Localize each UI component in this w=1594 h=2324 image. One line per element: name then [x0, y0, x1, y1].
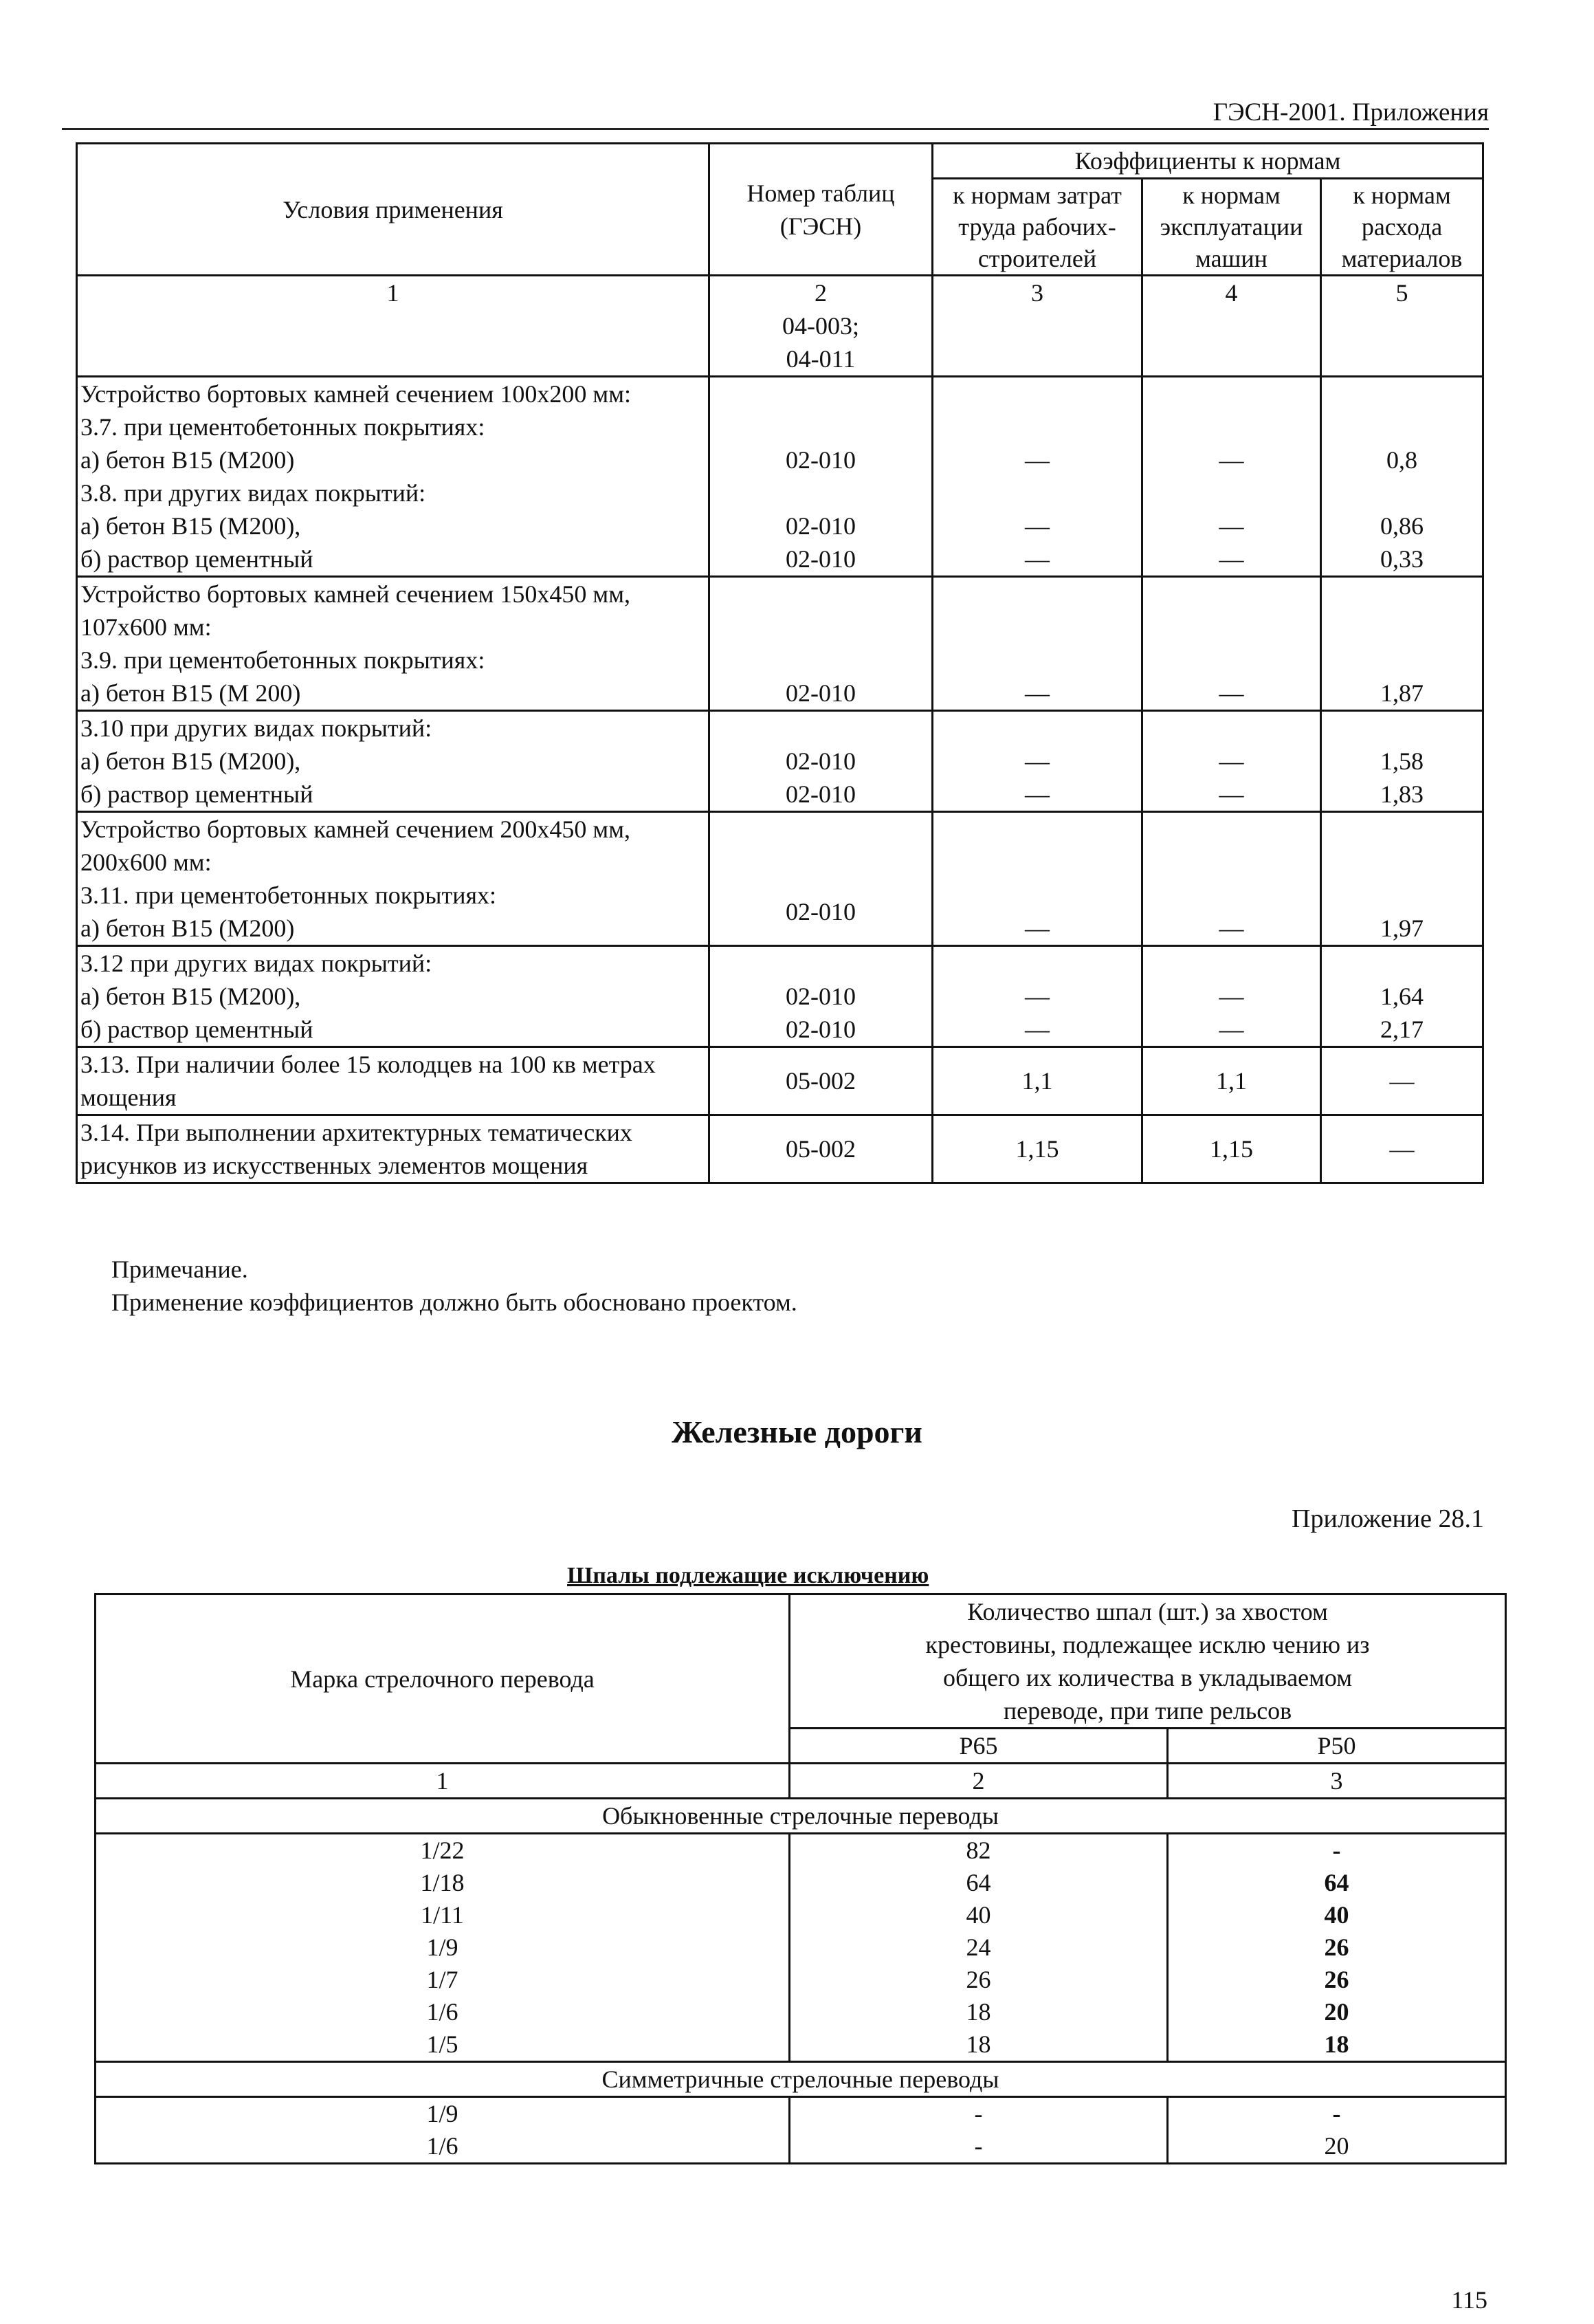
- header-materials: к нормам расхода материалов: [1321, 179, 1483, 276]
- condition-line: 3.8. при других видах покрытий:: [80, 479, 426, 507]
- value: —: [1219, 545, 1244, 573]
- group-title-row: [96, 1799, 1506, 1834]
- table-row-group-100x200: [77, 377, 1483, 577]
- labor-cell: [933, 377, 1142, 577]
- sleepers-table: [94, 1593, 1507, 2164]
- table-row-group-200x450: [77, 812, 1483, 946]
- conditions-cell: 3.13. При наличии более 15 колодцев на 100 кв метрах мощения: [77, 1047, 709, 1115]
- p50-cell: 18: [1168, 2028, 1506, 2062]
- coefficients-table: [76, 142, 1484, 1184]
- table-ref: 02-010: [786, 747, 856, 775]
- p50-cell: 26: [1168, 1964, 1506, 1996]
- header-quantity: Количество шпал (шт.) за хвостом крестовины, подлежащее исклю чению из общего их количества в укладываемом переводе, при типе рельсов: [790, 1594, 1506, 1729]
- materials-cell: [1321, 711, 1483, 812]
- column-numbers-row: [96, 1764, 1506, 1799]
- group-title: Устройство бортовых камней сечением 100х200 мм:: [80, 380, 631, 408]
- p50-cell: -: [1168, 1834, 1506, 1867]
- table-number-cell: 05-002: [709, 1115, 933, 1183]
- group-title-row: [96, 2062, 1506, 2097]
- condition-line: 3.7. при цементобетонных покрытиях:: [80, 413, 485, 441]
- column-number: 1: [77, 276, 709, 377]
- value: —: [1025, 512, 1050, 540]
- materials-cell: [1321, 946, 1483, 1047]
- table-number-cell: [709, 946, 933, 1047]
- condition-line: а) бетон В15 (М200),: [80, 512, 301, 540]
- table-row-group-150x450: [77, 577, 1483, 711]
- table-row-3-12: [77, 946, 1483, 1047]
- value: —: [1025, 446, 1050, 474]
- value: 1,83: [1380, 780, 1424, 808]
- condition-line: а) бетон В15 (М 200): [80, 679, 301, 707]
- conditions-cell: [77, 711, 709, 812]
- materials-cell: —: [1321, 1115, 1483, 1183]
- header-labor: к нормам затрат труда рабочих-строителей: [933, 179, 1142, 276]
- value: —: [1025, 780, 1050, 808]
- table-row: [96, 1931, 1506, 1964]
- conditions-cell: [77, 946, 709, 1047]
- note-text: Применение коэффициентов должно быть обосновано проектом.: [111, 1289, 797, 1316]
- machines-cell: 1,1: [1142, 1047, 1321, 1115]
- table-row-3-10: [77, 711, 1483, 812]
- group-title: Симметричные стрелочные переводы: [96, 2062, 1506, 2097]
- p50-cell: 20: [1168, 2130, 1506, 2164]
- column-number: 5: [1321, 276, 1483, 377]
- table-ref: 02-010: [786, 983, 856, 1010]
- header-machines: к нормам эксплуатации машин: [1142, 179, 1321, 276]
- column-number-value: 2: [815, 279, 827, 307]
- condition-line: 3.10 при других видах покрытий:: [80, 714, 432, 742]
- value: —: [1219, 1016, 1244, 1043]
- p65-cell: 18: [790, 1996, 1168, 2028]
- page-number: 115: [1451, 2286, 1487, 2314]
- table-caption: Шпалы подлежащие исключению: [567, 1563, 929, 1588]
- column-number: 3: [933, 276, 1142, 377]
- machines-cell: [1142, 946, 1321, 1047]
- value: —: [1025, 545, 1050, 573]
- value: 0,33: [1380, 545, 1424, 573]
- p65-cell: 24: [790, 1931, 1168, 1964]
- table-row-3-14: [77, 1115, 1483, 1183]
- table-header-row: [77, 144, 1483, 179]
- table-row: [96, 2097, 1506, 2131]
- labor-cell: [933, 711, 1142, 812]
- table-ref: 02-010: [786, 780, 856, 808]
- p65-cell: -: [790, 2130, 1168, 2164]
- table-number-cell: [709, 377, 933, 577]
- p65-cell: 26: [790, 1964, 1168, 1996]
- mark-cell: 1/18: [96, 1867, 790, 1899]
- table-ref: 04-011: [786, 345, 856, 373]
- column-number: 1: [96, 1764, 790, 1799]
- table-ref: 04-003;: [782, 312, 859, 340]
- condition-line: а) бетон В15 (М200),: [80, 747, 301, 775]
- value: 0,8: [1386, 446, 1417, 474]
- conditions-cell: [77, 377, 709, 577]
- header-p65: Р65: [790, 1729, 1168, 1764]
- labor-cell: 1,15: [933, 1115, 1142, 1183]
- materials-cell: —: [1321, 1047, 1483, 1115]
- column-number: [709, 276, 933, 377]
- value: —: [1219, 446, 1244, 474]
- value: 1,64: [1380, 983, 1424, 1010]
- table-row: [96, 2028, 1506, 2062]
- mark-cell: 1/6: [96, 2130, 790, 2164]
- value: 1,58: [1380, 747, 1424, 775]
- mark-cell: 1/7: [96, 1964, 790, 1996]
- conditions-cell: [77, 812, 709, 946]
- machines-cell: —: [1142, 577, 1321, 711]
- p50-cell: 26: [1168, 1931, 1506, 1964]
- p50-cell: 40: [1168, 1899, 1506, 1931]
- mark-cell: 1/22: [96, 1834, 790, 1867]
- p65-cell: 82: [790, 1834, 1168, 1867]
- mark-cell: 1/5: [96, 2028, 790, 2062]
- appendix-label: Приложение 28.1: [1292, 1504, 1484, 1533]
- table-ref: 02-010: [786, 446, 856, 474]
- table-row: [96, 2130, 1506, 2164]
- condition-line: б) раствор цементный: [80, 780, 313, 808]
- value: 2,17: [1380, 1016, 1424, 1043]
- p65-cell: 64: [790, 1867, 1168, 1899]
- mark-cell: 1/9: [96, 1931, 790, 1964]
- running-header: ГЭСН-2001. Приложения: [62, 98, 1489, 130]
- value: —: [1219, 747, 1244, 775]
- machines-cell: [1142, 711, 1321, 812]
- value: —: [1219, 983, 1244, 1010]
- condition-line: б) раствор цементный: [80, 1016, 313, 1043]
- p65-cell: 40: [790, 1899, 1168, 1931]
- value: —: [1025, 747, 1050, 775]
- column-numbers-row: [77, 276, 1483, 377]
- table-number-cell: 05-002: [709, 1047, 933, 1115]
- p65-cell: -: [790, 2097, 1168, 2131]
- machines-cell: —: [1142, 812, 1321, 946]
- header-brand: Марка стрелочного перевода: [96, 1594, 790, 1764]
- table-number-cell: 02-010: [709, 577, 933, 711]
- header-coefficients: Коэффициенты к нормам: [933, 144, 1483, 179]
- group-title: Устройство бортовых камней сечением 200х450 мм, 200х600 мм:: [80, 815, 630, 876]
- materials-cell: 1,87: [1321, 577, 1483, 711]
- labor-cell: [933, 946, 1142, 1047]
- column-number: 4: [1142, 276, 1321, 377]
- table-ref: 02-010: [786, 545, 856, 573]
- table-number-cell: 02-010: [709, 812, 933, 946]
- mark-cell: 1/9: [96, 2097, 790, 2131]
- value: 0,86: [1380, 512, 1424, 540]
- materials-cell: [1321, 377, 1483, 577]
- table-row: [96, 1964, 1506, 1996]
- column-number: 2: [790, 1764, 1168, 1799]
- labor-cell: —: [933, 577, 1142, 711]
- labor-cell: —: [933, 812, 1142, 946]
- table-row: [96, 1899, 1506, 1931]
- mark-cell: 1/6: [96, 1996, 790, 2028]
- table-header-row: [96, 1594, 1506, 1729]
- conditions-cell: 3.14. При выполнении архитектурных тематических рисунков из искусственных элементов мощения: [77, 1115, 709, 1183]
- condition-line: а) бетон В15 (М200),: [80, 983, 301, 1010]
- table-row-3-13: [77, 1047, 1483, 1115]
- column-number: 3: [1168, 1764, 1506, 1799]
- p65-cell: 18: [790, 2028, 1168, 2062]
- value: —: [1219, 512, 1244, 540]
- p50-cell: -: [1168, 2097, 1506, 2131]
- condition-line: 3.12 при других видах покрытий:: [80, 950, 432, 977]
- table-row: [96, 1834, 1506, 1867]
- value: —: [1025, 983, 1050, 1010]
- table-row: [96, 1867, 1506, 1899]
- condition-line: б) раствор цементный: [80, 545, 313, 573]
- condition-line: 3.11. при цементобетонных покрытиях:: [80, 881, 497, 909]
- machines-cell: [1142, 377, 1321, 577]
- note-label: Примечание.: [111, 1256, 248, 1283]
- conditions-cell: [77, 577, 709, 711]
- header-table-number: Номер таблиц (ГЭСН): [709, 144, 933, 276]
- table-ref: 02-010: [786, 1016, 856, 1043]
- machines-cell: 1,15: [1142, 1115, 1321, 1183]
- p50-cell: 64: [1168, 1867, 1506, 1899]
- value: —: [1025, 1016, 1050, 1043]
- condition-line: 3.9. при цементобетонных покрытиях:: [80, 646, 485, 674]
- group-title: Устройство бортовых камней сечением 150х450 мм, 107х600 мм:: [80, 580, 630, 641]
- materials-cell: 1,97: [1321, 812, 1483, 946]
- table-number-cell: [709, 711, 933, 812]
- value: —: [1219, 780, 1244, 808]
- mark-cell: 1/11: [96, 1899, 790, 1931]
- p50-cell: 20: [1168, 1996, 1506, 2028]
- condition-line: а) бетон В15 (М200): [80, 446, 295, 474]
- condition-line: а) бетон В15 (М200): [80, 914, 295, 942]
- group-title: Обыкновенные стрелочные переводы: [96, 1799, 1506, 1834]
- header-p50: Р50: [1168, 1729, 1506, 1764]
- table-row: [96, 1996, 1506, 2028]
- header-conditions: Условия применения: [77, 144, 709, 276]
- section-title: Железные дороги: [672, 1414, 922, 1449]
- labor-cell: 1,1: [933, 1047, 1142, 1115]
- table-ref: 02-010: [786, 512, 856, 540]
